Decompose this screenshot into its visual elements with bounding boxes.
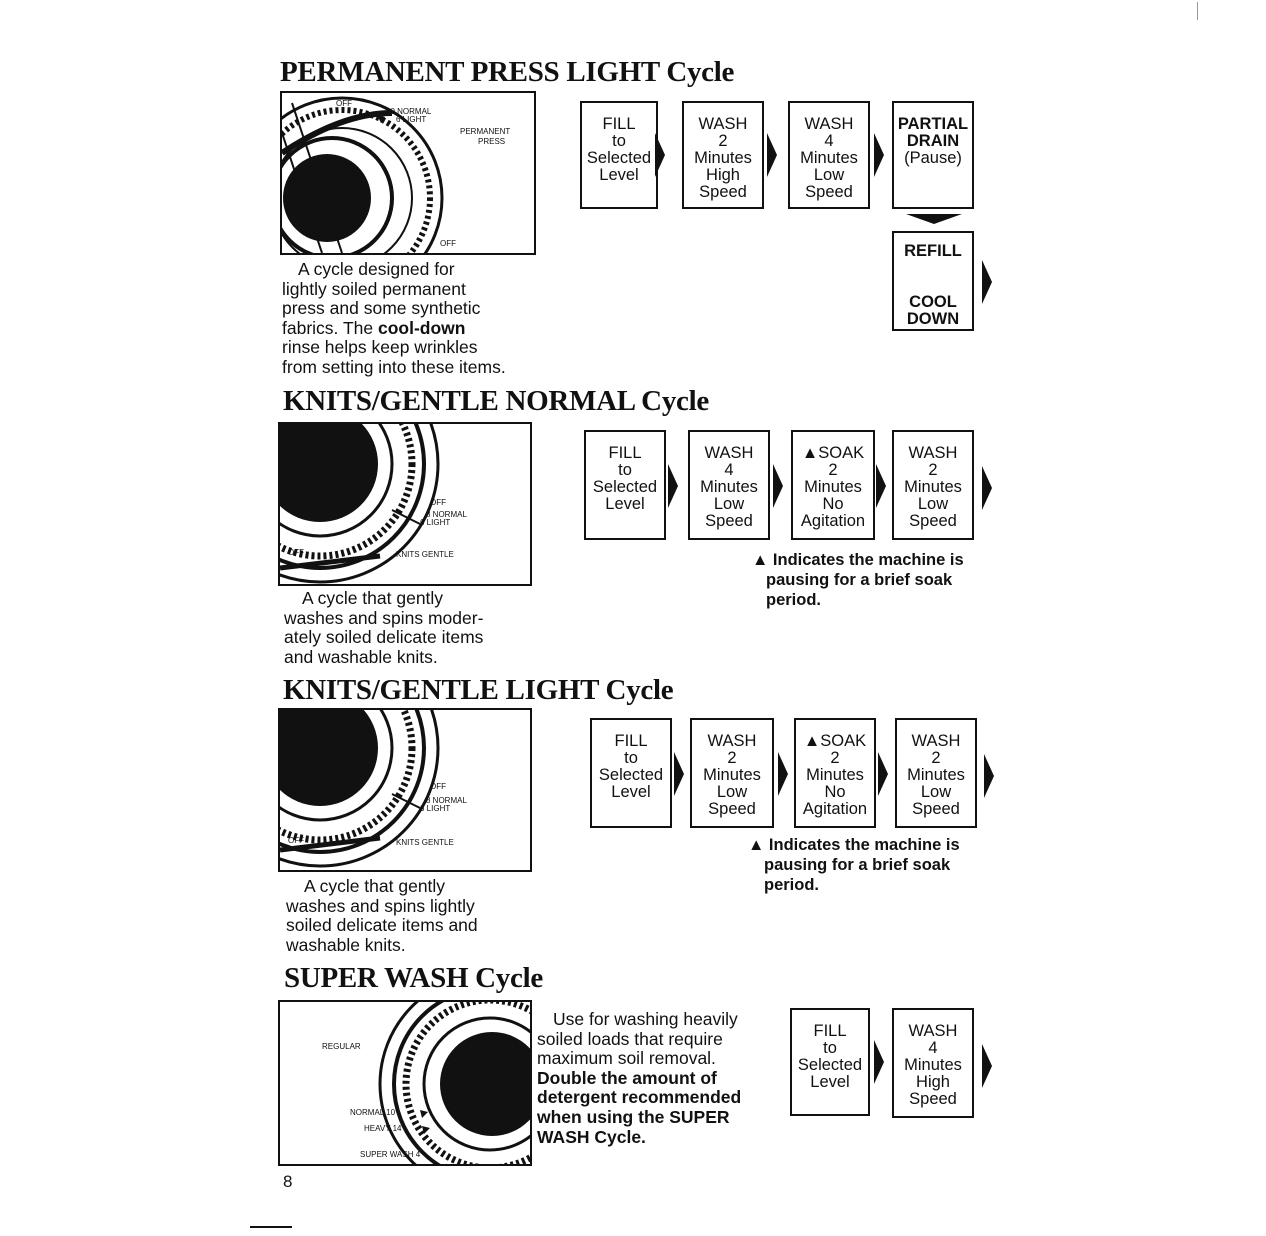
dial-label-regular: REGULAR xyxy=(322,1042,361,1051)
step-line: Low xyxy=(917,495,949,513)
step-line: Level xyxy=(810,1073,850,1091)
step-line: Speed xyxy=(705,512,753,530)
note-line: pausing for a brief soak xyxy=(766,571,953,589)
dial-label-super-wash: SUPER WASH 4 xyxy=(360,1150,421,1159)
step-line: 2 xyxy=(931,749,941,767)
dial-label-normal: 8 NORMAL xyxy=(426,796,467,805)
desc-line: ately soiled delicate items xyxy=(284,627,484,648)
desc-line: washable knits. xyxy=(286,934,406,955)
dial-label-light: 6 LIGHT xyxy=(420,804,451,813)
step-line: Speed xyxy=(805,183,853,201)
step-line: Minutes xyxy=(806,766,864,784)
flow-arrow-icon xyxy=(874,1040,884,1084)
page-number: 8 xyxy=(283,1172,293,1191)
description-permanent-press xyxy=(282,260,506,378)
step-line: Selected xyxy=(598,766,664,784)
step-line: WASH xyxy=(908,1022,958,1040)
flow-arrow-icon xyxy=(773,464,783,508)
dial-label-name-1: PERMANENT xyxy=(460,127,511,136)
dial-illustration-knits-normal xyxy=(278,422,532,586)
note-line: period. xyxy=(764,876,820,894)
step-box-wash xyxy=(892,430,974,540)
step-line: WASH xyxy=(908,444,958,462)
step-line: FILL xyxy=(602,115,636,133)
step-box-partial-drain xyxy=(892,101,974,209)
desc-line: washes and spins moder- xyxy=(284,607,484,628)
desc-bold-line: Double the amount of xyxy=(537,1067,717,1088)
step-box-wash xyxy=(788,101,870,209)
desc-line xyxy=(282,319,506,339)
step-line: REFILL xyxy=(904,242,962,260)
step-line: Minutes xyxy=(694,149,752,167)
step-line: 2 xyxy=(830,749,840,767)
step-line: Minutes xyxy=(804,478,862,496)
step-line: 4 xyxy=(724,461,734,479)
flow-arrow-icon xyxy=(982,466,992,510)
dial-illustration-knits-light xyxy=(278,708,532,872)
note-line: pausing for a brief soak xyxy=(764,856,951,874)
step-line: Agitation xyxy=(802,800,868,818)
desc-line: lightly soiled permanent xyxy=(282,278,466,299)
flow-arrow-icon xyxy=(668,464,678,508)
step-box-wash xyxy=(892,1008,974,1118)
step-line: Low xyxy=(813,166,845,184)
dial-label-name-2: PRESS xyxy=(478,137,506,146)
step-box-fill xyxy=(584,430,666,540)
step-line: Speed xyxy=(909,512,957,530)
step-line: Minutes xyxy=(700,478,758,496)
soak-note xyxy=(752,550,964,610)
step-line: WASH xyxy=(707,732,757,750)
step-line: 2 xyxy=(718,132,728,150)
desc-line: press and some synthetic xyxy=(282,298,481,319)
step-line: 4 xyxy=(824,132,834,150)
step-line: No xyxy=(822,495,844,513)
footer-rule xyxy=(250,1226,292,1228)
step-line: PARTIAL xyxy=(897,115,969,133)
step-line: Speed xyxy=(699,183,747,201)
description-knits-light xyxy=(286,877,478,955)
desc-line: from setting into these items. xyxy=(282,356,506,377)
step-line: Selected xyxy=(586,149,652,167)
step-line: Minutes xyxy=(904,1056,962,1074)
flow-arrow-icon xyxy=(767,133,777,177)
step-line: to xyxy=(612,132,626,150)
flow-arrow-icon xyxy=(655,133,665,177)
desc-line: Use for washing heavily xyxy=(553,1009,738,1029)
section-title-super-wash: SUPER WASH Cycle xyxy=(284,962,543,994)
flow-arrow-icon xyxy=(878,752,888,796)
step-line: WASH xyxy=(698,115,748,133)
step-box-wash xyxy=(682,101,764,209)
section-title-knits-gentle-light: KNITS/GENTLE LIGHT Cycle xyxy=(283,674,674,706)
step-line: to xyxy=(618,461,632,479)
desc-line: rinse helps keep wrinkles xyxy=(282,337,478,358)
dial-label-off-right: OFF xyxy=(430,498,446,507)
desc-line: soiled loads that require xyxy=(537,1028,723,1049)
dial-label-light: 6 LIGHT xyxy=(420,518,451,527)
desc-line: and washable knits. xyxy=(284,646,438,667)
step-line: to xyxy=(624,749,638,767)
step-box-soak xyxy=(791,430,875,540)
desc-line: A cycle that gently xyxy=(302,588,444,608)
dial-label-off-left: OFF xyxy=(288,548,304,557)
step-line: FILL xyxy=(813,1022,847,1040)
step-box-refill-cool-down xyxy=(892,231,974,331)
description-knits-normal xyxy=(284,589,483,667)
step-line: Minutes xyxy=(703,766,761,784)
note-line: ▲ Indicates the machine is xyxy=(752,551,964,569)
step-line: Level xyxy=(605,495,645,513)
flow-arrow-icon xyxy=(982,1044,992,1088)
step-line: Selected xyxy=(797,1056,863,1074)
step-line: Speed xyxy=(708,800,756,818)
dial-illustration-permanent-press xyxy=(280,91,536,255)
flow-arrow-icon xyxy=(876,464,886,508)
step-line: Minutes xyxy=(904,478,962,496)
dial-label-name: KNITS GENTLE xyxy=(396,838,454,847)
step-line: DOWN xyxy=(906,310,960,328)
step-line: DRAIN xyxy=(906,132,960,150)
step-line: 2 xyxy=(928,461,938,479)
dial-illustration-super-wash xyxy=(278,1000,532,1166)
step-line: Low xyxy=(716,783,748,801)
desc-bold-line: WASH Cycle. xyxy=(537,1126,646,1147)
dial-label-normal: NORMAL 10 xyxy=(350,1108,396,1117)
flow-arrow-icon xyxy=(778,752,788,796)
step-line: 2 xyxy=(727,749,737,767)
step-line: Low xyxy=(920,783,952,801)
dial-label-light: 6 LIGHT xyxy=(396,115,427,124)
dial-label-off-right: OFF xyxy=(430,782,446,791)
step-line: Agitation xyxy=(800,512,866,530)
step-box-fill xyxy=(580,101,658,209)
desc-text: fabrics. The xyxy=(282,317,378,338)
step-line: High xyxy=(916,1073,950,1091)
step-line: 4 xyxy=(928,1039,938,1057)
step-line: FILL xyxy=(614,732,648,750)
step-line: Minutes xyxy=(800,149,858,167)
dial-label-normal: 10 NORMAL xyxy=(386,107,432,116)
step-line: No xyxy=(824,783,846,801)
step-line: Selected xyxy=(592,478,658,496)
step-line: 2 xyxy=(828,461,838,479)
step-box-wash xyxy=(895,718,977,828)
step-line: High xyxy=(706,166,740,184)
dial-label-off-top: OFF xyxy=(336,99,352,108)
flow-arrow-icon xyxy=(674,752,684,796)
step-line: (Pause) xyxy=(904,149,962,167)
step-line: Low xyxy=(713,495,745,513)
step-line: to xyxy=(823,1039,837,1057)
step-line: Speed xyxy=(912,800,960,818)
desc-line: A cycle designed for xyxy=(298,259,455,279)
step-box-wash xyxy=(690,718,774,828)
flow-arrow-icon xyxy=(874,133,884,177)
dial-knob-graphic xyxy=(280,424,530,584)
dial-knob-graphic xyxy=(280,1002,530,1164)
step-line: WASH xyxy=(804,115,854,133)
step-line: COOL xyxy=(909,293,957,311)
step-line: Level xyxy=(599,166,639,184)
dial-label-normal: 8 NORMAL xyxy=(426,510,467,519)
step-box-wash xyxy=(688,430,770,540)
note-line: period. xyxy=(766,591,822,609)
flow-arrow-icon xyxy=(984,754,994,798)
desc-bold-line: detergent recommended xyxy=(537,1087,742,1108)
desc-line: A cycle that gently xyxy=(304,876,446,896)
step-line: ▲SOAK xyxy=(803,732,867,750)
step-line: Level xyxy=(611,783,651,801)
dial-label-name: KNITS GENTLE xyxy=(396,550,454,559)
dial-label-off-bottom: OFF xyxy=(440,239,456,248)
step-line: Minutes xyxy=(907,766,965,784)
desc-line: washes and spins lightly xyxy=(286,895,475,916)
section-title-knits-gentle-normal: KNITS/GENTLE NORMAL Cycle xyxy=(283,385,709,417)
desc-bold-line: when using the SUPER xyxy=(537,1106,730,1127)
step-line: WASH xyxy=(704,444,754,462)
step-line: ▲SOAK xyxy=(801,444,865,462)
margin-mark xyxy=(1197,2,1198,20)
step-line: FILL xyxy=(608,444,642,462)
desc-bold-text: cool-down xyxy=(377,317,466,338)
step-box-soak xyxy=(794,718,876,828)
soak-note xyxy=(748,835,960,895)
step-line: Speed xyxy=(909,1090,957,1108)
step-box-fill xyxy=(590,718,672,828)
flow-arrow-icon xyxy=(982,260,992,304)
desc-line: maximum soil removal. xyxy=(537,1048,716,1069)
dial-label-heavy: HEAVY 14 xyxy=(364,1124,402,1133)
section-title-permanent-press-light: PERMANENT PRESS LIGHT Cycle xyxy=(280,56,735,88)
dial-label-off-left: OFF xyxy=(288,836,304,845)
desc-line: soiled delicate items and xyxy=(286,915,478,936)
step-box-fill xyxy=(790,1008,870,1116)
note-line: ▲ Indicates the machine is xyxy=(748,836,960,854)
step-line: WASH xyxy=(911,732,961,750)
description-super-wash xyxy=(537,1010,741,1147)
